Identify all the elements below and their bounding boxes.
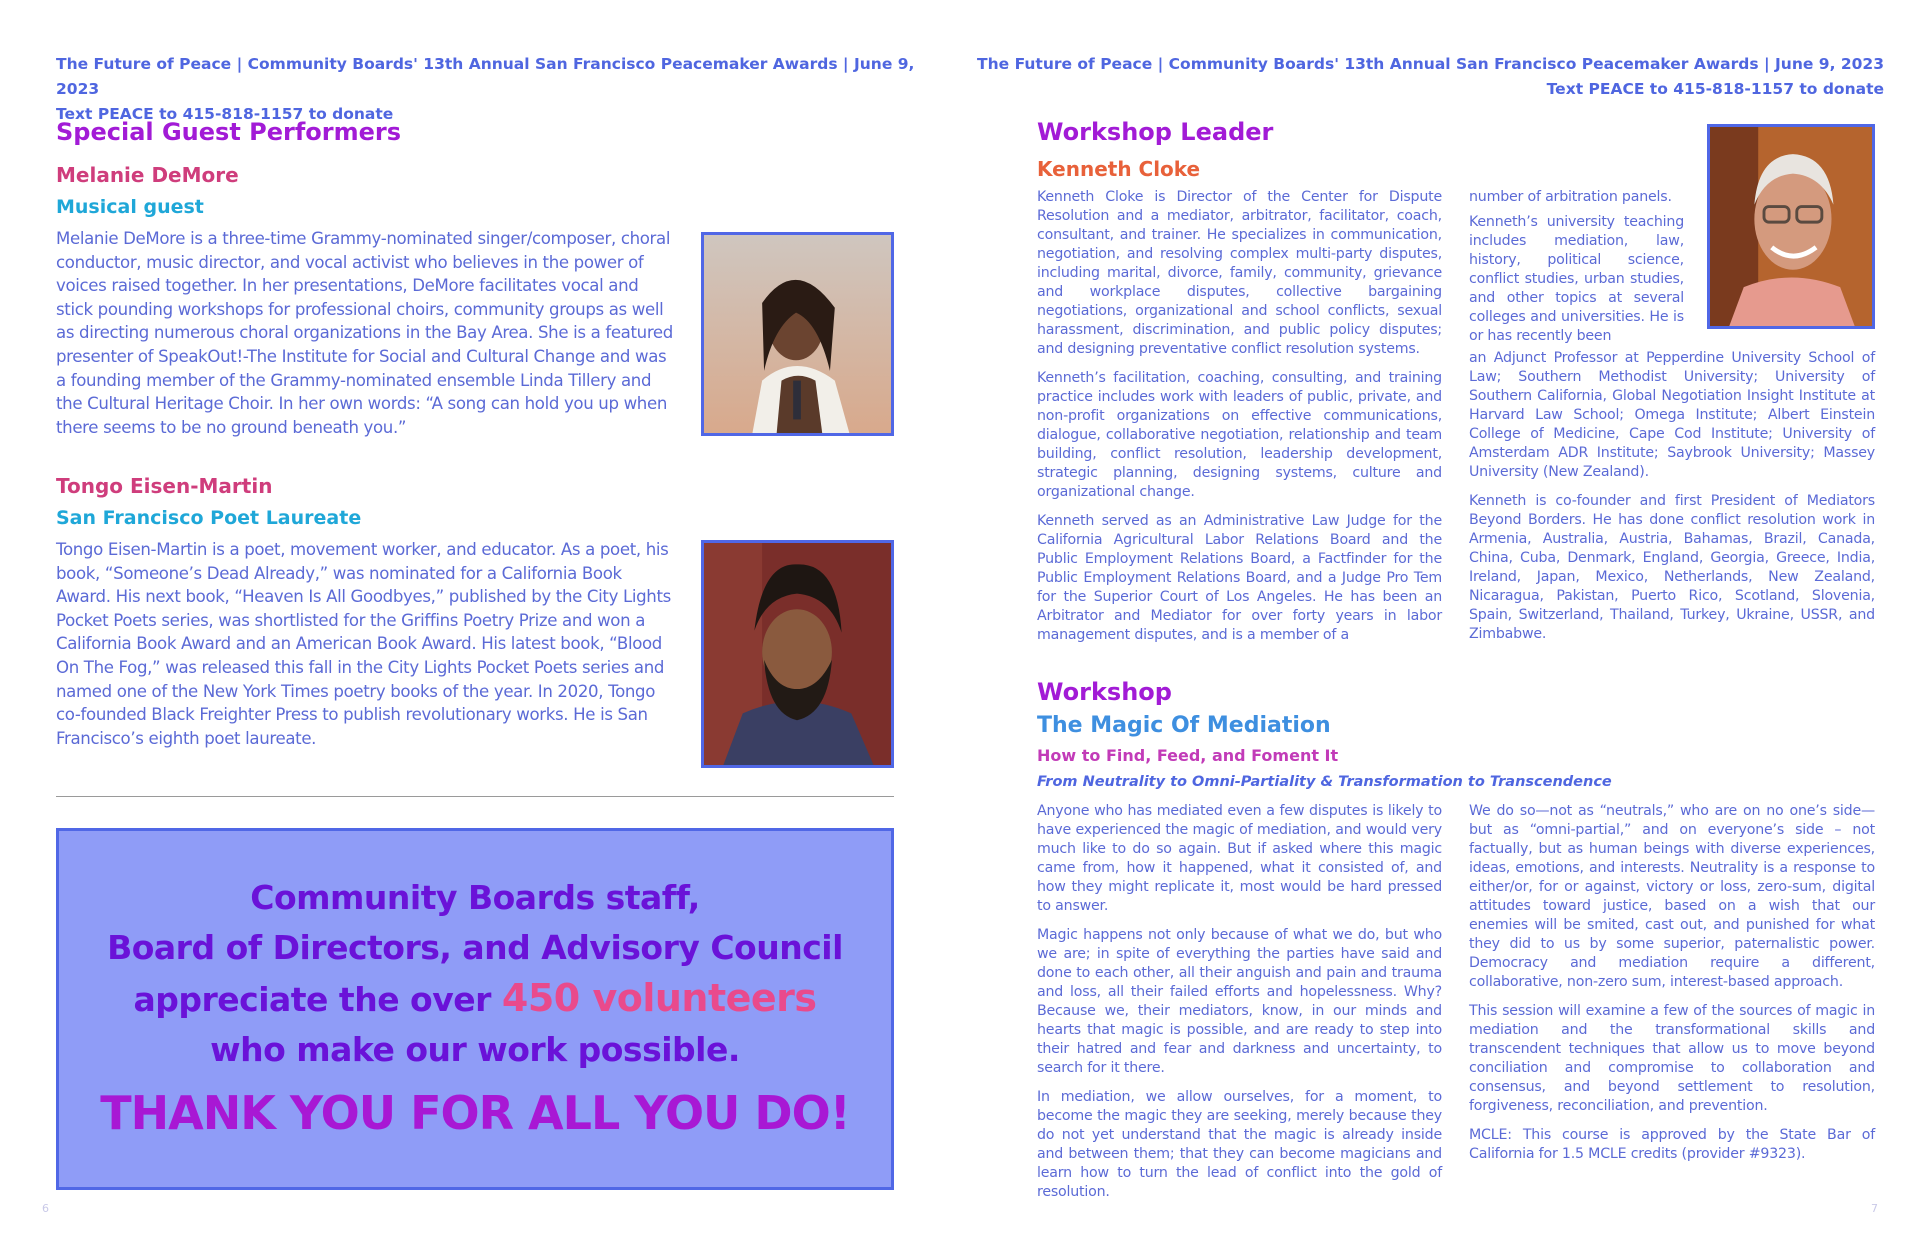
performer-name-eisen-martin: Tongo Eisen-Martin — [56, 474, 273, 498]
workshop-paragraph: Anyone who has mediated even a few disputes is likely to have experienced the magic of mediation, and would very much like to do so again. But if asked where this magic came from, how it happened, what it consisted of, and how they might replicate it, most would be hard pressed to answer. — [1037, 803, 1442, 914]
photo-tongo-eisen-martin — [701, 540, 894, 768]
page-number-right: 7 — [1871, 1202, 1878, 1215]
performer-bio-eisen-martin: Tongo Eisen-Martin is a poet, movement worker, and educator. As a poet, his book, “Someone’s Dead Already,” was nominated for a California Book Award. His next book, “Heaven Is All Goodbyes,” published by the City Lights Pocket Poets series, was shortlisted for the Griffins Poetry Prize and won a California Book Award and an American Book Award. His latest book, “Blood On The Fog,” was released this fall in the City Lights Pocket Poets series and named one of the New York Times poetry books of the year. In 2020, Tongo co-founded Black Freighter Press to publish revolutionary works. He is San Francisco’s eighth poet laureate. — [56, 540, 671, 748]
thank-you-message — [59, 873, 891, 1075]
workshop-paragraph: Magic happens not only because of what we do, but who we are; in spite of everything the parties have said and done to each other, all their anguish and pain and trauma and loss, all their failed efforts and hopelessness. Why? Because we, their mediators, know, in our minds and hearts that magic is possible, and are ready to step into their hatred and fear and darkness and uncertainty, to search for it there. — [1037, 927, 1442, 1076]
workshop-paragraph: In mediation, we allow ourselves, for a moment, to become the magic they are seeking, merely because they do not yet understand that the magic is already inside and between them; that they can become magicians and learn how to turn the lead of conflict into the gold of resolution. — [1037, 1089, 1442, 1200]
thanks-line-3 — [59, 973, 891, 1025]
leader-bio-paragraph: Kenneth is co-founder and first President of Mediators Beyond Borders. He has done conflict resolution work in Armenia, Australia, Austria, Bahamas, Brazil, Canada, China, Cuba, Denmark, England, Georgia, Greece, India, Ireland, Japan, Mexico, Netherlands, New Zealand, Nicaragua, Pakistan, Puerto Rico, Scotland, Slovenia, Spain, Switzerland, Thailand, Turkey, Ukraine, USSR, and Zimbabwe. — [1469, 493, 1875, 642]
performer-name-demore: Melanie DeMore — [56, 163, 239, 187]
page-header-left — [56, 52, 960, 127]
workshop-description-column-2 — [1469, 802, 1875, 1174]
volunteer-count-highlight: 450 volunteers — [501, 976, 817, 1020]
thank-you-headline: THANK YOU FOR ALL YOU DO! — [100, 1086, 850, 1140]
page-header-right — [977, 52, 1884, 102]
header-event-line: The Future of Peace | Community Boards' 13th Annual San Francisco Peacemaker Awards | June 9, 2023 — [977, 55, 1884, 73]
leader-bio-paragraph: Kenneth’s facilitation, coaching, consulting, and training practice includes work with leaders of public, private, and non-profit organizations on effective communications, dialogue, collaborative negotiation, relationship and team building, conflict resolution, leadership development, strategic planning, designing systems, culture and organizational change. — [1037, 370, 1442, 500]
performer-role-eisen-martin: San Francisco Poet Laureate — [56, 507, 362, 529]
header-donate-line: Text PEACE to 415-818-1157 to donate — [56, 105, 394, 123]
workshop-description-column-1 — [1037, 802, 1442, 1212]
leader-bio-column-2-narrow — [1469, 188, 1684, 346]
photo-melanie-demore — [701, 232, 894, 436]
section-title-workshop-leader: Workshop Leader — [1037, 118, 1274, 146]
performer-role-demore: Musical guest — [56, 196, 204, 218]
thank-you-box — [56, 828, 894, 1190]
right-page — [960, 0, 1920, 1242]
leader-bio-paragraph: Kenneth Cloke is Director of the Center for Dispute Resolution and a mediator, arbitrator, facilitator, coach, consultant, and trainer. He specializes in communication, negotiation, and resolving complex multi-party disputes, including marital, divorce, family, community, grievance and workplace disputes, collective bargaining negotiations, organizational and school conflicts, sexual harassment, discrimination, and public policy disputes; and designing preventative conflict resolution systems. — [1037, 189, 1442, 357]
header-event-line: The Future of Peace | Community Boards' 13th Annual San Francisco Peacemaker Awards | June 9, 2023 — [56, 55, 915, 98]
workshop-paragraph: We do so—not as “neutrals,” who are on no one’s side—but as “omni-partial,” and on everyone’s side – not factually, but as human beings with diverse experiences, ideas, emotions, and interests. Neutrality is a response to either/or, for or against, victory or loss, zero-sum, digital attitudes toward justice, based on a wish that our enemies will be smited, cast out, and punished for what they did to us by some superior, paternalistic power. Democracy and mediation require a different, collaborative, non-zero sum, interest-based approach. — [1469, 803, 1875, 990]
leader-bio-column-1 — [1037, 188, 1442, 655]
performer-bio-demore: Melanie DeMore is a three-time Grammy-nominated singer/composer, choral conductor, music director, and vocal activist who believes in the power of voices raised together. In her presentations, DeMore facilitates vocal and stick pounding workshops for professional choirs, community groups as well as directing numerous choral organizations in the Bay Area. She is a featured presenter of SpeakOut!-The Institute for Social and Cultural Change and was a founding member of the Grammy-nominated ensemble Linda Tillery and the Cultural Heritage Choir. In her own words: “A song can hold you up when there seems to be no ground beneath you.” — [56, 229, 673, 437]
leader-bio-paragraph: number of arbitration panels. — [1469, 189, 1672, 205]
header-donate-line: Text PEACE to 415-818-1157 to donate — [1546, 80, 1884, 98]
thanks-line-3-text: appreciate the over — [133, 980, 502, 1019]
leader-bio-paragraph: Kenneth’s university teaching includes mediation, law, history, political science, conflict studies, urban studies, and other topics at several colleges and universities. He is or has recently been — [1469, 214, 1684, 344]
workshop-paragraph: This session will examine a few of the sources of magic in mediation and the transformational skills and transcendent techniques that allow us to move beyond conciliation and compromise to collaboration and consensus, and beyond settlement to resolution, forgiveness, reconciliation, and prevention. — [1469, 1003, 1875, 1114]
workshop-name: The Magic Of Mediation — [1037, 713, 1331, 738]
workshop-subtitle: From Neutrality to Omni-Partiality & Transformation to Transcendence — [1037, 774, 1612, 790]
leader-bio-paragraph: Kenneth served as an Administrative Law Judge for the California Agricultural Labor Relations Board and the Public Employment Relations Board, a Factfinder for the Public Employment Relations Board, and a Judge Pro Tem for the Superior Court of Los Angeles. He has been an Arbitrator and Mediator for over forty years in labor management disputes, and is a member of a — [1037, 513, 1442, 643]
section-title-workshop: Workshop — [1037, 678, 1172, 706]
leader-bio-paragraph: an Adjunct Professor at Pepperdine University School of Law; Southern Methodist University; University of Southern California, Global Negotiation Insight Institute at Harvard Law School; Omega Institute; Albert Einstein College of Medicine, Cape Cod Institute; University of Amsterdam ADR Institute; Saybrook University; Massey University (New Zealand). — [1469, 350, 1875, 480]
page-number-left: 6 — [42, 1202, 49, 1215]
thanks-line-1: Community Boards staff, — [250, 878, 700, 917]
section-title-performers: Special Guest Performers — [56, 118, 402, 146]
section-divider — [56, 796, 894, 797]
leader-bio-column-2-wide — [1469, 349, 1875, 654]
thanks-line-2: Board of Directors, and Advisory Council — [107, 928, 843, 967]
leader-name: Kenneth Cloke — [1037, 157, 1201, 181]
workshop-tagline: How to Find, Feed, and Foment It — [1037, 746, 1339, 765]
thanks-line-4: who make our work possible. — [210, 1030, 740, 1069]
mcle-credit-note: MCLE: This course is approved by the State Bar of California for 1.5 MCLE credits (provider #9323). — [1469, 1127, 1875, 1162]
photo-kenneth-cloke — [1707, 124, 1875, 329]
